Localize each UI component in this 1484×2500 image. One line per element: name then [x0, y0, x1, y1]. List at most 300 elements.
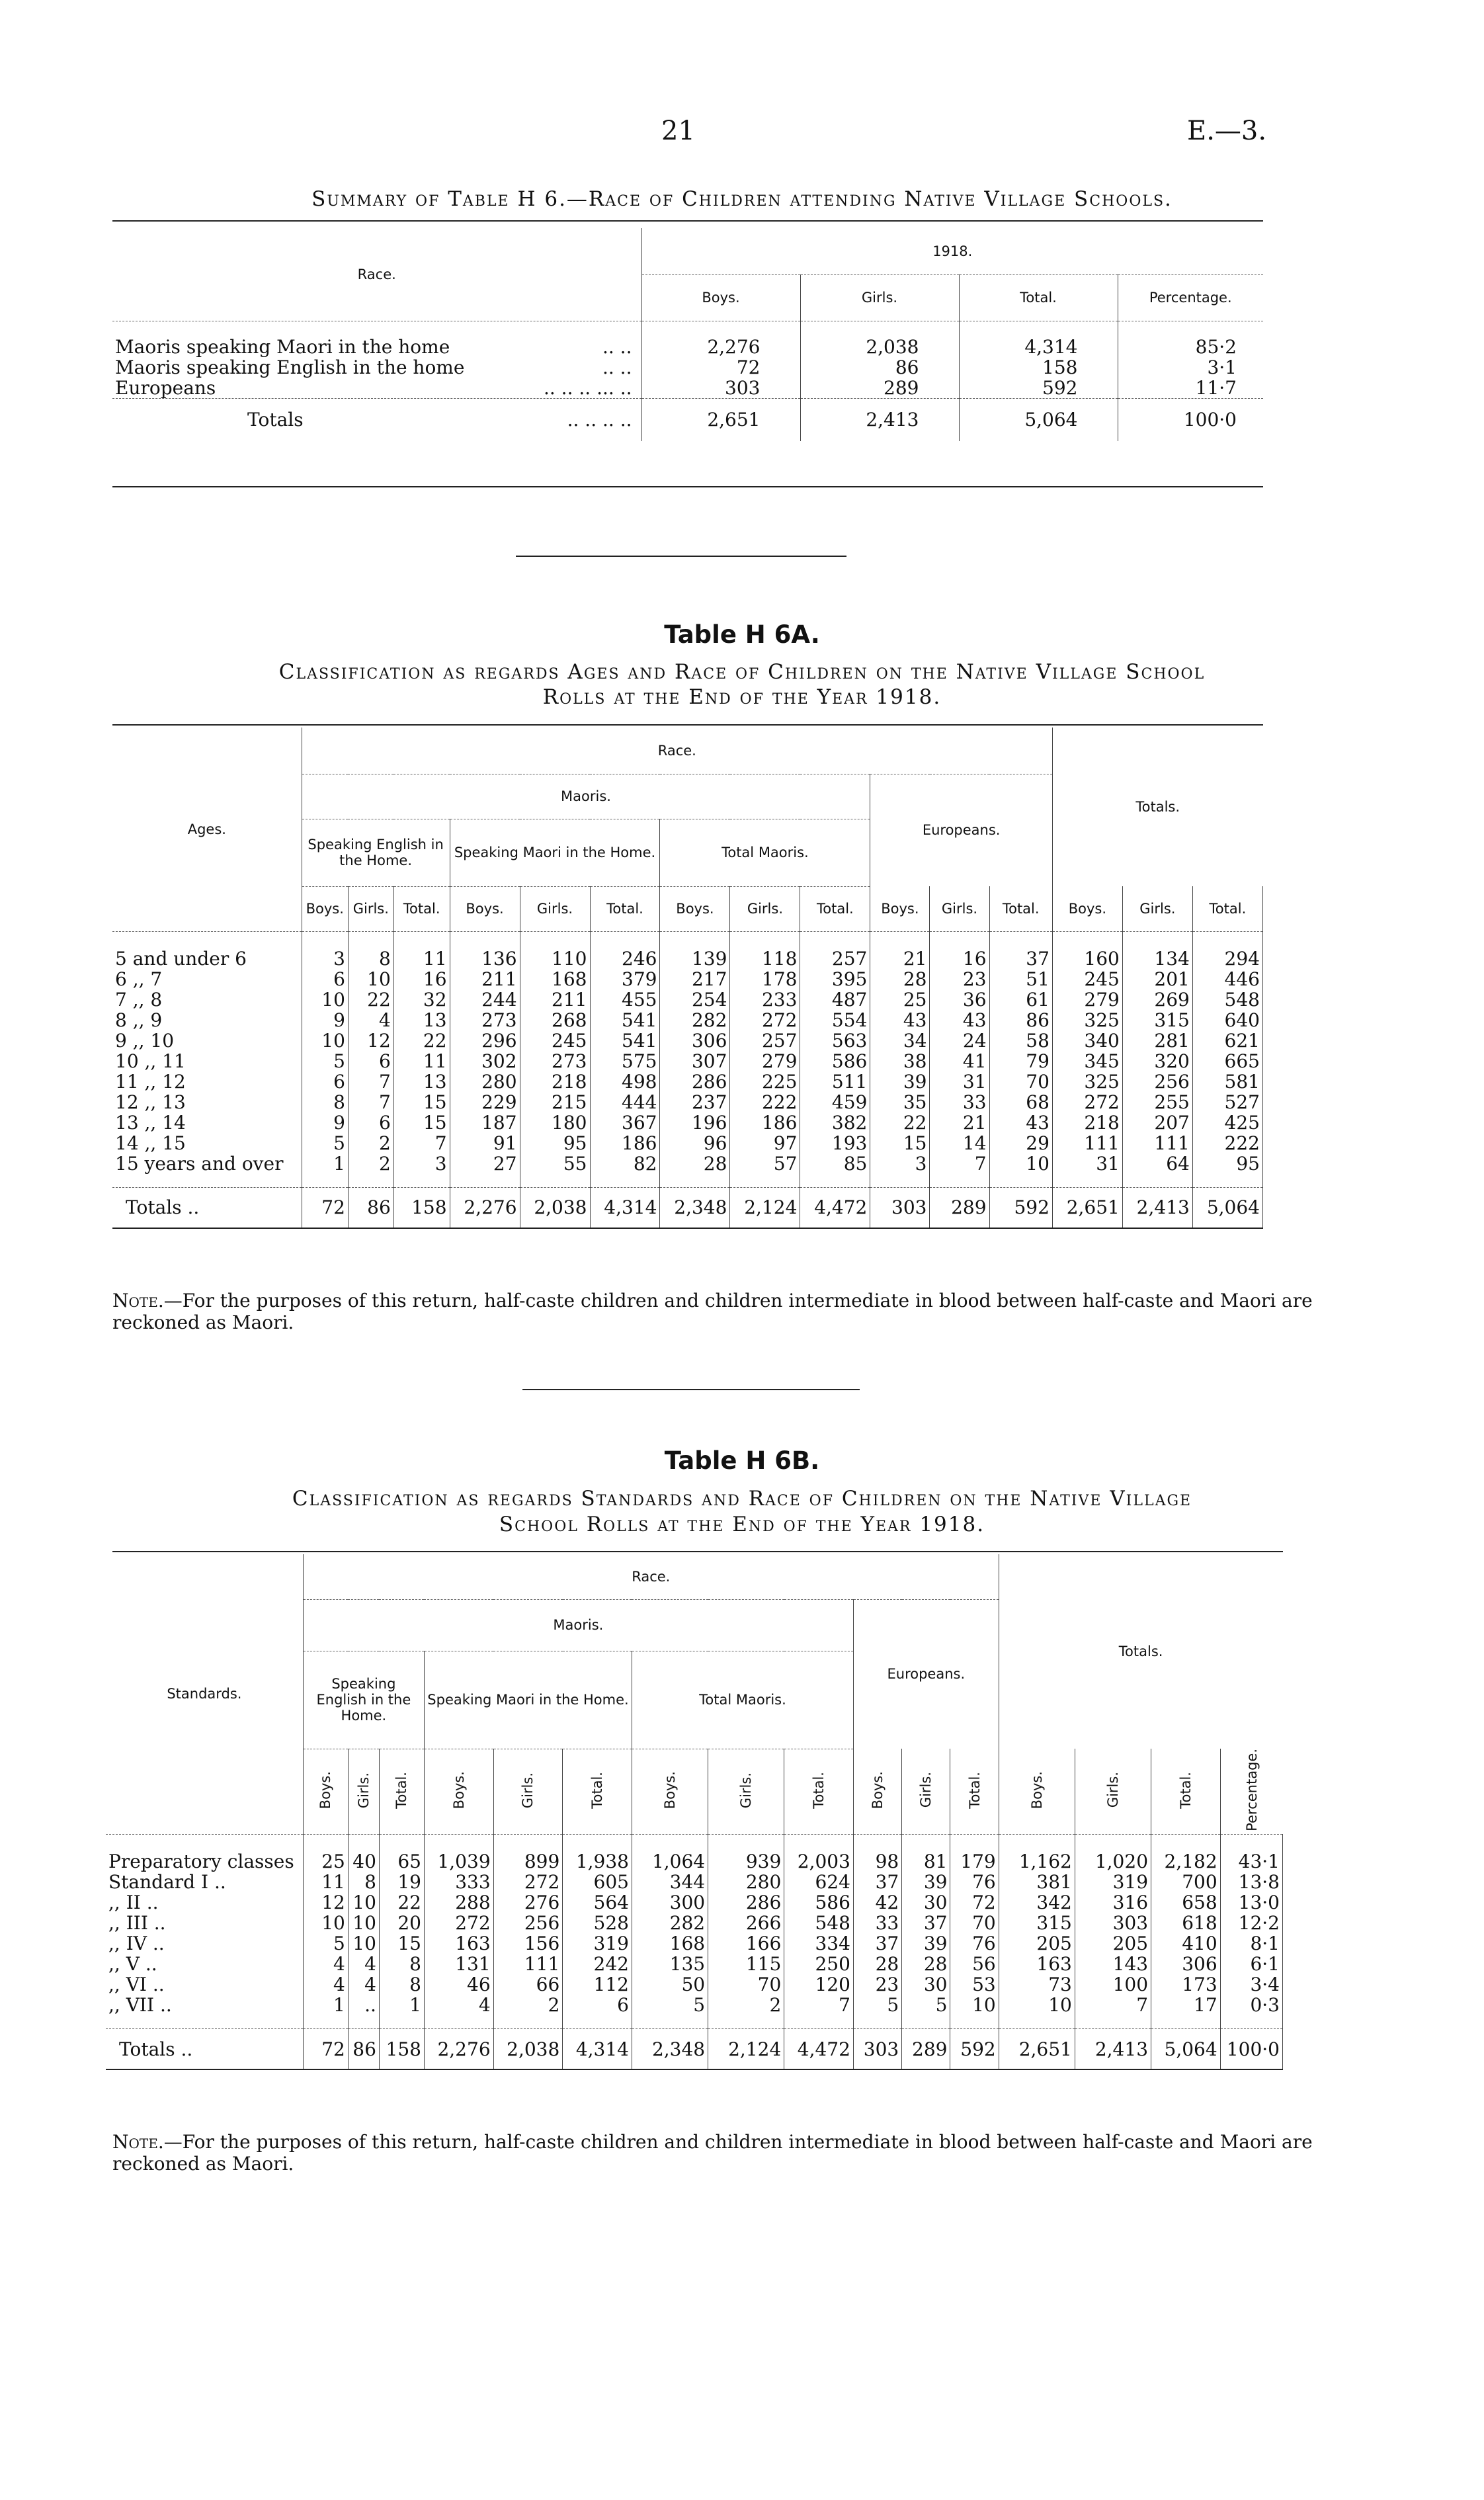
end-row	[106, 2069, 1283, 2073]
data-cell: 11	[303, 1872, 348, 1892]
row-label: 5 and under 6	[112, 948, 302, 969]
spacer-cell	[563, 2015, 632, 2028]
table_a-sub-total	[800, 886, 870, 931]
data-cell: 899	[493, 1851, 563, 1872]
data-cell: 1	[302, 1153, 348, 1174]
data-cell: 25	[303, 1851, 348, 1872]
data-cell: 6	[348, 1112, 393, 1133]
spacer-cell	[302, 1174, 348, 1187]
total-cell: 72	[302, 1187, 348, 1228]
data-cell: 279	[1052, 989, 1122, 1010]
data-cell: 222	[1192, 1133, 1262, 1153]
data-cell: 43·1	[1220, 1851, 1282, 1872]
data-cell: 180	[520, 1112, 590, 1133]
data-cell: 306	[660, 1030, 730, 1051]
spacer-cell	[708, 1834, 784, 1851]
table_b-row	[106, 1913, 1283, 1933]
table_b-sub-girls	[902, 1749, 950, 1834]
data-cell: 288	[424, 1892, 493, 1913]
end-cell	[902, 2069, 950, 2073]
data-cell: 65	[379, 1851, 424, 1872]
spacer-cell	[1192, 1174, 1262, 1187]
table-a	[112, 728, 1263, 1232]
end-cell	[379, 2069, 424, 2073]
table_a-row	[112, 1153, 1263, 1174]
data-cell: 237	[660, 1092, 730, 1112]
data-cell: 319	[1075, 1872, 1151, 1892]
data-cell: 8	[302, 1092, 348, 1112]
spacer-cell	[450, 931, 520, 948]
data-cell: 79	[989, 1051, 1052, 1071]
data-cell: 9	[302, 1010, 348, 1030]
spacer-cell	[393, 1174, 450, 1187]
spacer-cell	[730, 931, 800, 948]
spacer-cell	[112, 1174, 302, 1187]
data-cell: 4	[348, 1010, 393, 1030]
data-cell: 446	[1192, 969, 1262, 989]
row-label: ,, VII ..	[106, 1995, 303, 2015]
subheader-label: Girls.	[355, 1772, 372, 1808]
data-cell: 136	[450, 948, 520, 969]
total-cell: 289	[902, 2028, 950, 2069]
data-cell: 111	[493, 1954, 563, 1974]
summary-row-label	[112, 337, 641, 357]
data-cell: 39	[902, 1872, 950, 1892]
data-cell: 43	[989, 1112, 1052, 1133]
table-b-title-line1: Classification as regards Standards and Race of Children on the Native Village	[292, 1487, 1192, 1511]
data-cell: 294	[1192, 948, 1262, 969]
table_a-sub-boys	[1052, 886, 1122, 931]
data-cell: 15	[393, 1092, 450, 1112]
data-cell: 186	[590, 1133, 660, 1153]
data-cell: 91	[450, 1133, 520, 1153]
summary-cell: 289	[800, 378, 959, 399]
end-cell	[800, 1228, 870, 1232]
data-cell: 39	[902, 1933, 950, 1954]
row-label-text: Europeans	[115, 377, 216, 399]
data-cell: 410	[1151, 1933, 1221, 1954]
data-cell: 487	[800, 989, 870, 1010]
data-cell: 658	[1151, 1892, 1221, 1913]
data-cell: 29	[989, 1133, 1052, 1153]
data-cell: 218	[520, 1071, 590, 1092]
table_a-sub-total	[393, 886, 450, 931]
table_b-sub-total	[950, 1749, 999, 1834]
table_a-sub-boys	[870, 886, 930, 931]
subheader-label: Girls.	[1104, 1772, 1121, 1808]
data-cell: 302	[450, 1051, 520, 1071]
subheader-label: Boys.	[1028, 1771, 1045, 1810]
subheader-label: Total.	[1177, 1771, 1194, 1809]
summary-col-girls: Girls.	[800, 274, 959, 321]
data-cell: 541	[590, 1030, 660, 1051]
table-b	[106, 1554, 1283, 2073]
data-cell: 143	[1075, 1954, 1151, 1974]
spacer-cell	[1192, 931, 1262, 948]
data-cell: 4	[424, 1995, 493, 2015]
spacer-cell	[348, 2015, 379, 2028]
table_a-row	[112, 989, 1263, 1010]
table_b-row	[106, 1974, 1283, 1995]
data-cell: 6	[348, 1051, 393, 1071]
data-cell: 6	[302, 969, 348, 989]
data-cell: 205	[1075, 1933, 1151, 1954]
data-cell: 222	[730, 1092, 800, 1112]
spacer-row	[106, 2015, 1283, 2028]
table-a-col-ages: Ages.	[112, 728, 302, 931]
table_b-sub-boys	[632, 1749, 708, 1834]
spacer-cell	[959, 321, 1118, 337]
total-cell: 2,276	[424, 2028, 493, 2069]
subheader-label: Girls.	[352, 901, 389, 917]
data-cell: 306	[1151, 1954, 1221, 1974]
divider	[112, 486, 1263, 487]
data-cell: 7	[348, 1071, 393, 1092]
spacer-cell	[950, 2015, 999, 2028]
table_a-sub-boys	[660, 886, 730, 931]
data-cell: 37	[853, 1872, 901, 1892]
data-cell: 256	[1122, 1071, 1192, 1092]
spacer-cell	[800, 321, 959, 337]
total-cell: 303	[870, 1187, 930, 1228]
data-cell: 2	[493, 1995, 563, 2015]
data-cell: 246	[590, 948, 660, 969]
table_a-sub-girls	[520, 886, 590, 931]
table-b-title-line2: School Rolls at the End of the Year 1918.	[499, 1513, 985, 1536]
data-cell: 242	[563, 1954, 632, 1974]
table_b-total-row	[106, 2028, 1283, 2069]
end-cell	[348, 1228, 393, 1232]
data-cell: 21	[870, 948, 930, 969]
spacer-cell	[302, 931, 348, 948]
end-cell	[302, 1228, 348, 1232]
total-cell: 2,276	[450, 1187, 520, 1228]
data-cell: 575	[590, 1051, 660, 1071]
summary-cell: 86	[800, 357, 959, 378]
table-a-col-maoris: Maoris.	[302, 774, 870, 819]
data-cell: 280	[708, 1872, 784, 1892]
data-cell: 1,020	[1075, 1851, 1151, 1872]
data-cell: 50	[632, 1974, 708, 1995]
table_a-sub-total	[1192, 886, 1262, 931]
data-cell: 10	[302, 1030, 348, 1051]
table_a-sub-girls	[730, 886, 800, 931]
data-cell: 444	[590, 1092, 660, 1112]
data-cell: 156	[493, 1933, 563, 1954]
data-cell: 10	[348, 969, 393, 989]
data-cell: 13·8	[1220, 1872, 1282, 1892]
data-cell: 2,182	[1151, 1851, 1221, 1872]
data-cell: 15	[379, 1933, 424, 1954]
summary-col-race: Race.	[112, 228, 641, 321]
data-cell: 27	[450, 1153, 520, 1174]
table_a-row	[112, 1092, 1263, 1112]
data-cell: 120	[784, 1974, 854, 1995]
data-cell: 187	[450, 1112, 520, 1133]
data-cell: 134	[1122, 948, 1192, 969]
end-cell	[930, 1228, 989, 1232]
data-cell: 95	[1192, 1153, 1262, 1174]
data-cell: 36	[930, 989, 989, 1010]
table-a-col-europeans: Europeans.	[870, 774, 1053, 886]
data-cell: 160	[1052, 948, 1122, 969]
data-cell: 255	[1122, 1092, 1192, 1112]
spacer-cell	[1052, 1174, 1122, 1187]
data-cell: 15	[393, 1112, 450, 1133]
data-cell: 22	[379, 1892, 424, 1913]
data-cell: 10	[950, 1995, 999, 2015]
data-cell: 5	[902, 1995, 950, 2015]
end-cell	[106, 2069, 303, 2073]
data-cell: 345	[1052, 1051, 1122, 1071]
data-cell: 10	[999, 1995, 1075, 2015]
total-cell: 2,038	[520, 1187, 590, 1228]
spacer-cell	[303, 2015, 348, 2028]
data-cell: 586	[784, 1892, 854, 1913]
end-cell	[520, 1228, 590, 1232]
data-cell: 42	[853, 1892, 901, 1913]
total-cell: 4,472	[800, 1187, 870, 1228]
data-cell: 9	[302, 1112, 348, 1133]
row-label: 10 ,, 11	[112, 1051, 302, 1071]
data-cell: 279	[730, 1051, 800, 1071]
data-cell: 110	[520, 948, 590, 969]
subheader-label: Girls.	[520, 1772, 536, 1808]
table_a-total-row	[112, 1187, 1263, 1228]
total-cell: 592	[950, 2028, 999, 2069]
data-cell: 334	[784, 1933, 854, 1954]
spacer-cell	[660, 1174, 730, 1187]
row-label: ,, V ..	[106, 1954, 303, 1974]
data-cell: 455	[590, 989, 660, 1010]
data-cell: 425	[1192, 1112, 1262, 1133]
table_b-sub-total	[563, 1749, 632, 1834]
data-cell: 25	[870, 989, 930, 1010]
total-cell: 4,314	[590, 1187, 660, 1228]
end-cell	[1151, 2069, 1221, 2073]
data-cell: 163	[999, 1954, 1075, 1974]
data-cell: 37	[902, 1913, 950, 1933]
summary-cell: 4,314	[959, 337, 1118, 357]
spacer-cell	[1075, 1834, 1151, 1851]
data-cell: 10	[348, 1892, 379, 1913]
table-a-title-line2: Rolls at the End of the Year 1918.	[542, 685, 942, 709]
table_b-sub-total	[379, 1749, 424, 1834]
spacer-cell	[379, 2015, 424, 2028]
data-cell: 8·1	[1220, 1933, 1282, 1954]
data-cell: 6	[563, 1995, 632, 2015]
data-cell: 95	[520, 1133, 590, 1153]
data-cell: 273	[450, 1010, 520, 1030]
end-cell	[1220, 2069, 1282, 2073]
end-cell	[989, 1228, 1052, 1232]
data-cell: 325	[1052, 1010, 1122, 1030]
data-cell: 7	[930, 1153, 989, 1174]
table_a-sub-total	[590, 886, 660, 931]
end-cell	[303, 2069, 348, 2073]
table_b-row	[106, 1851, 1283, 1872]
summary-cell: 158	[959, 357, 1118, 378]
data-cell: 98	[853, 1851, 901, 1872]
data-cell: 64	[1122, 1153, 1192, 1174]
data-cell: 86	[989, 1010, 1052, 1030]
data-cell: 70	[989, 1071, 1052, 1092]
data-cell: 700	[1151, 1872, 1221, 1892]
data-cell: 57	[730, 1153, 800, 1174]
table_a-sub-girls	[1122, 886, 1192, 931]
data-cell: 32	[393, 989, 450, 1010]
data-cell: 211	[520, 989, 590, 1010]
spacer-cell	[632, 1834, 708, 1851]
data-cell: 8	[379, 1954, 424, 1974]
data-cell: 33	[853, 1913, 901, 1933]
data-cell: 381	[999, 1872, 1075, 1892]
data-cell: 19	[379, 1872, 424, 1892]
end-row	[112, 1228, 1263, 1232]
row-label-text: Maoris speaking English in the home	[115, 356, 465, 378]
spacer-cell	[999, 2015, 1075, 2028]
spacer-cell	[1052, 931, 1122, 948]
spacer-cell	[870, 931, 930, 948]
data-cell: 5	[853, 1995, 901, 2015]
data-cell: 621	[1192, 1030, 1262, 1051]
spacer-cell	[424, 2015, 493, 2028]
data-cell: 43	[870, 1010, 930, 1030]
row-label: 9 ,, 10	[112, 1030, 302, 1051]
end-cell	[632, 2069, 708, 2073]
data-cell: 76	[950, 1933, 999, 1954]
row-label: ,, VI ..	[106, 1974, 303, 1995]
data-cell: 55	[520, 1153, 590, 1174]
spacer-cell	[424, 1834, 493, 1851]
data-cell: 5	[302, 1051, 348, 1071]
total-label-text: Totals	[247, 409, 304, 431]
data-cell: 53	[950, 1974, 999, 1995]
data-cell: 211	[450, 969, 520, 989]
spacer-row	[106, 1834, 1283, 1851]
table-a-col-race: Race.	[302, 728, 1052, 774]
spacer-row	[112, 321, 1263, 337]
data-cell: 5	[302, 1133, 348, 1153]
summary-cell: 3·1	[1207, 356, 1237, 378]
data-cell: 131	[424, 1954, 493, 1974]
table_a-row	[112, 1030, 1263, 1051]
data-cell: 333	[424, 1872, 493, 1892]
subheader-label: Boys.	[870, 1771, 886, 1810]
subheader-label: Total.	[811, 1771, 827, 1809]
summary-col-percentage: Percentage.	[1149, 290, 1232, 306]
subheader-label: Boys.	[881, 900, 919, 917]
data-cell: 11	[393, 948, 450, 969]
table_a-sub-total	[989, 886, 1052, 931]
table_b-sub-girls	[708, 1749, 784, 1834]
table_a-sub-boys	[302, 886, 348, 931]
data-cell: 257	[800, 948, 870, 969]
data-cell: 344	[632, 1872, 708, 1892]
data-cell: 31	[1052, 1153, 1122, 1174]
data-cell: 548	[784, 1913, 854, 1933]
table-b-note-text: —For the purposes of this return, half-caste children and children intermediate in blood between half-caste and Maori are reckoned as Maori.	[112, 2131, 1313, 2175]
spacer-cell	[493, 1834, 563, 1851]
data-cell: 34	[870, 1030, 930, 1051]
data-cell: 217	[660, 969, 730, 989]
data-cell: 163	[424, 1933, 493, 1954]
table-b-note	[112, 2131, 1369, 2175]
summary-total-cell: 2,413	[800, 399, 959, 441]
data-cell: 13	[393, 1010, 450, 1030]
end-cell	[393, 1228, 450, 1232]
data-cell: 38	[870, 1051, 930, 1071]
data-cell: 605	[563, 1872, 632, 1892]
end-cell	[590, 1228, 660, 1232]
end-cell	[424, 2069, 493, 2073]
data-cell: 7	[348, 1092, 393, 1112]
divider	[112, 220, 1263, 222]
data-cell: 233	[730, 989, 800, 1010]
data-cell: 8	[379, 1974, 424, 1995]
data-cell: 70	[708, 1974, 784, 1995]
spacer-cell	[930, 1174, 989, 1187]
data-cell: 23	[853, 1974, 901, 1995]
table_b-sub-girls	[493, 1749, 563, 1834]
end-cell	[348, 2069, 379, 2073]
data-cell: 244	[450, 989, 520, 1010]
table_b-sub-boys	[424, 1749, 493, 1834]
page-reference: E.—3.	[1187, 116, 1267, 146]
table-a-col-totals: Totals.	[1135, 799, 1180, 815]
data-cell: 315	[999, 1913, 1075, 1933]
data-cell: 12	[303, 1892, 348, 1913]
table-b-col-race: Race.	[303, 1554, 999, 1599]
data-cell: 12	[348, 1030, 393, 1051]
total-cell: 4,472	[784, 2028, 854, 2069]
summary-cell: 303	[641, 378, 800, 399]
spacer-cell	[1220, 2015, 1282, 2028]
table_a-row	[112, 1112, 1263, 1133]
row-leader-dots: .. .. .. ..	[567, 409, 632, 431]
spacer-cell	[493, 2015, 563, 2028]
data-cell: 280	[450, 1071, 520, 1092]
data-cell: 320	[1122, 1051, 1192, 1071]
subheader-label: Boys.	[466, 901, 504, 917]
table-a-heading: Table H 6A.	[664, 620, 820, 649]
data-cell: 20	[379, 1913, 424, 1933]
data-cell: 315	[1122, 1010, 1192, 1030]
table_b-sub-girls	[1075, 1749, 1151, 1834]
total-cell: 86	[348, 1187, 393, 1228]
data-cell: 61	[989, 989, 1052, 1010]
spacer-cell	[784, 2015, 854, 2028]
spacer-cell	[1151, 1834, 1221, 1851]
data-cell: 30	[902, 1974, 950, 1995]
data-cell: 46	[424, 1974, 493, 1995]
data-cell: 100	[1075, 1974, 1151, 1995]
data-cell: 37	[989, 948, 1052, 969]
data-cell: 28	[660, 1153, 730, 1174]
row-label: 8 ,, 9	[112, 1010, 302, 1030]
end-cell	[450, 1228, 520, 1232]
summary-total-cell: 2,651	[641, 399, 800, 441]
row-leader-dots: .. ..	[602, 336, 632, 358]
spacer-cell	[989, 1174, 1052, 1187]
spacer-cell	[379, 1834, 424, 1851]
spacer-cell	[590, 1174, 660, 1187]
data-cell: 272	[1052, 1092, 1122, 1112]
spacer-cell	[1075, 2015, 1151, 2028]
data-cell: 14	[930, 1133, 989, 1153]
summary-total-label	[112, 399, 641, 441]
data-cell: 35	[870, 1092, 930, 1112]
